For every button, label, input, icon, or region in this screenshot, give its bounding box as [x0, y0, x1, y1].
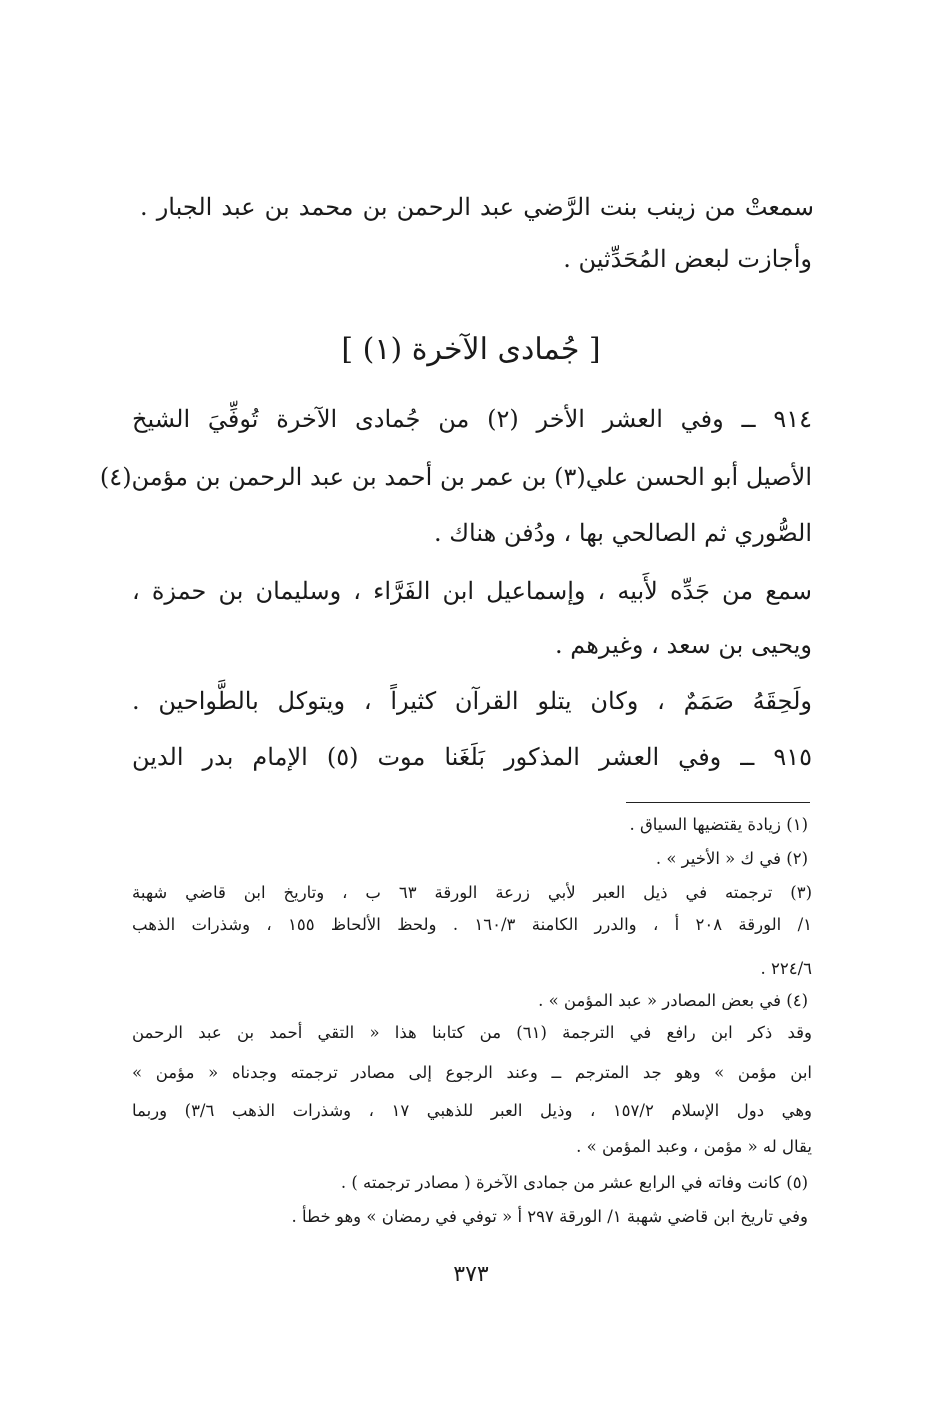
footnote-line: ابن مؤمن » وهو جد المترجم ــ وعند الرجوع إلى مصادر ترجمته وجدناه « مؤمن »	[132, 1063, 812, 1082]
footnote-line: وقد ذكر ابن رافع في الترجمة (٦١) من كتابنا هذا « التقي أحمد بن عبد الرحمن	[132, 1023, 813, 1042]
body-line: وأجازت لبعض المُحَدِّثين .	[563, 245, 812, 273]
body-line: ٩١٤ ــ وفي العشر الأخر (٢) من جُمادى الآخرة تُوفِّيَ الشيخ	[132, 405, 812, 433]
footnote-line: ٢٢٤/٦ .	[760, 959, 812, 978]
footnote-line: وهي دول الإسلام ١٥٧/٢ ، وذيل العبر للذهبي ١٧ ، وشذرات الذهب ٣/٦) وربما	[132, 1101, 812, 1120]
page-number: ٣٧٣	[453, 1262, 489, 1287]
footnote-line: (٥) كانت وفاته في الرابع عشر من جمادى الآخرة ( مصادر ترجمته ) .	[340, 1173, 808, 1192]
body-line: ٩١٥ ــ وفي العشر المذكور بَلَغَنا موت (٥) الإمام بدر الدين	[132, 743, 813, 771]
body-line: ويحيى بن سعد ، وغيرهم .	[554, 631, 812, 659]
footnote-line: ١/ الورقة ٢٠٨ أ ، والدرر الكامنة ١٦٠/٣ . ولحظ الألحاظ ١٥٥ ، وشذرات الذهب	[132, 915, 812, 934]
footnote-line: وفي تاريخ ابن قاضي شهبة ١/ الورقة ٢٩٧ أ « توفي في رمضان » وهو خطأ .	[291, 1207, 808, 1226]
footnote-divider	[626, 802, 810, 803]
body-line: الأصيل أبو الحسن علي(٣) بن عمر بن أحمد بن عبد الرحمن بن مؤمن(٤)	[99, 463, 812, 491]
footnote-line: (٤) في بعض المصادر « عبد المؤمن » .	[538, 991, 808, 1010]
body-line: سمعتْ من زينب بنت الرَّضي عبد الرحمن بن محمد بن عبد الجبار .	[140, 193, 814, 221]
footnote-line: (١) زيادة يقتضيها السياق .	[629, 815, 808, 834]
body-line: سمع من جَدِّه لأَبيه ، وإسماعيل ابن الفَرَّاء ، وسليمان بن حمزة ،	[132, 577, 812, 605]
body-line: ولَحِقَهُ صَمَمٌ ، وكان يتلو القرآن كثيراً ، ويتوكل بالطَّواحين .	[132, 687, 812, 715]
footnote-line: يقال له « مؤمن ، وعبد المؤمن » .	[576, 1137, 812, 1156]
section-heading: [ جُمادى الآخرة (١) ]	[341, 332, 601, 367]
body-line: الصُّوري ثم الصالحي بها ، ودُفن هناك .	[434, 519, 812, 547]
footnote-line: (٢) في ك « الأخير » .	[655, 849, 808, 868]
footnote-line: (٣) ترجمته في ذيل العبر لأبي زرعة الورقة ٦٣ ب ، وتاريخ ابن قاضي شهبة	[132, 883, 812, 902]
